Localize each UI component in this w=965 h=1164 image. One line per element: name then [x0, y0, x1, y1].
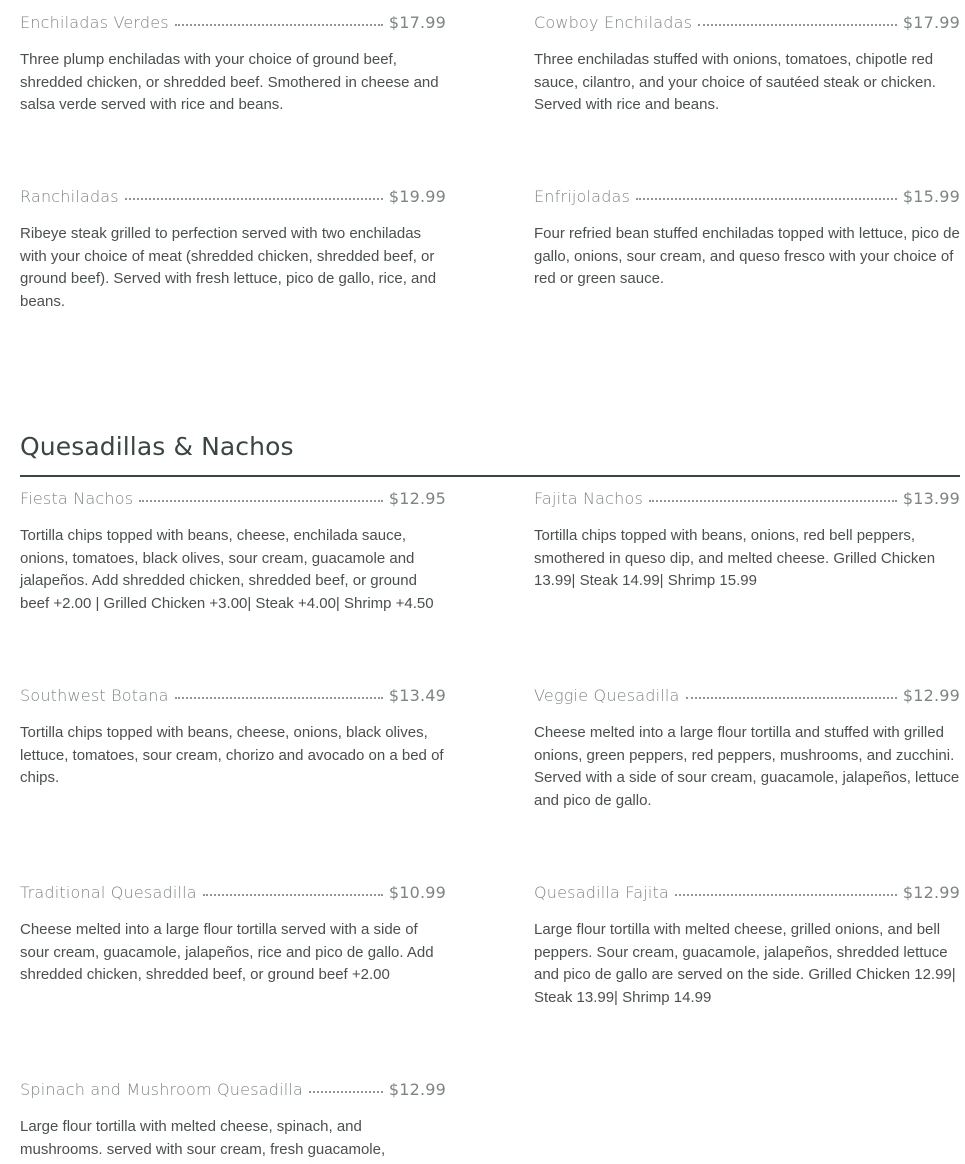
menu-item-description: Four refried bean stuffed enchiladas topped with lettuce, pico de gallo, onions, sour cream, and queso fresco with your choice of red or green sauce. [534, 225, 960, 288]
menu-item [20, 476, 446, 673]
menu-item-name: Cowboy Enchiladas [534, 13, 693, 32]
menu-item-price: $13.49 [388, 686, 446, 705]
menu-item-price: $12.99 [388, 1080, 446, 1099]
menu-item-header [534, 187, 960, 211]
menu-item-name: Enfrijoladas [534, 187, 631, 206]
dot-leader [125, 186, 383, 200]
section-header [20, 432, 960, 467]
menu-item-name: Enchiladas Verdes [20, 13, 169, 32]
menu-item-price: $12.99 [902, 883, 960, 902]
dot-leader [139, 488, 383, 502]
dot-leader [686, 685, 897, 699]
menu-item-header [20, 1080, 446, 1104]
menu-item-price: $13.99 [902, 489, 960, 508]
menu-item-name: Traditional Quesadilla [20, 883, 197, 902]
menu-item-price: $15.99 [902, 187, 960, 206]
menu-item [20, 0, 446, 174]
menu-row [20, 870, 960, 1067]
menu-item-price: $17.99 [388, 13, 446, 32]
menu-item-name: Ranchiladas [20, 187, 119, 206]
dot-leader [636, 186, 897, 200]
menu-item-header [534, 489, 960, 513]
menu-item-header [534, 883, 960, 907]
menu-row [20, 476, 960, 673]
menu-item-description: Tortilla chips topped with beans, onions, red bell peppers, smothered in queso dip, and melted cheese. Grilled Chicken 13.99| Steak 14.99| Shrimp 15.99 [534, 527, 936, 590]
dot-leader [698, 12, 897, 26]
menu-row [20, 0, 960, 174]
menu-item-price: $19.99 [388, 187, 446, 206]
section-title: Quesadillas & Nachos [20, 432, 294, 461]
menu-item [534, 174, 960, 432]
menu-item-description: Cheese melted into a large flour tortilla served with a side of sour cream, guacamole, jalapeños, rice and pico de gallo. Add shredded chicken, shredded beef, or ground beef +2.00 [20, 921, 434, 984]
dot-leader [675, 882, 897, 896]
dot-leader [649, 488, 897, 502]
menu-item-header [20, 686, 446, 710]
menu-item-description: Cheese melted into a large flour tortilla and stuffed with grilled onions, green peppers, red peppers, mushrooms, and zucchini. Served with a side of sour cream, guacamole, jalapeños, lettuce and pico de gallo. [534, 724, 960, 809]
menu-row [20, 673, 960, 870]
menu-item-description: Ribeye steak grilled to perfection served with two enchiladas with your choice of meat (shredded chicken, shredded beef, or ground beef). Served with fresh lettuce, pico de gallo, rice, and beans. [20, 225, 437, 310]
dot-leader [175, 12, 383, 26]
menu-item-name: Fajita Nachos [534, 489, 644, 508]
menu-item-description: Large flour tortilla with melted cheese, grilled onions, and bell peppers. Sour cream, guacamole, jalapeños, shredded lettuce and pico de gallo are served on the side. Grilled Chicken 12.99| Steak 13.99| Shrimp 14.99 [534, 921, 956, 1006]
menu-item-price: $12.95 [388, 489, 446, 508]
menu-item-name: Spinach and Mushroom Quesadilla [20, 1080, 304, 1099]
menu-item-header [534, 686, 960, 710]
menu-item-name: Veggie Quesadilla [534, 686, 680, 705]
menu-item-header [534, 13, 960, 37]
menu-item [534, 0, 960, 174]
dot-leader [175, 685, 383, 699]
menu-item-description: Tortilla chips topped with beans, cheese, enchilada sauce, onions, tomatoes, black olives, sour cream, guacamole and jalapeños. Add shredded chicken, shredded beef, or ground beef +2.00 | Grilled Chicken +3.00| Steak +4.00| Shrimp +4.50 [20, 527, 434, 612]
menu-item [534, 673, 960, 870]
menu-item [534, 870, 960, 1067]
menu-item [20, 673, 446, 870]
menu-item [20, 174, 446, 432]
menu-page [20, 0, 960, 1161]
menu-item-header [20, 883, 446, 907]
menu-item-name: Southwest Botana [20, 686, 169, 705]
menu-item-description: Tortilla chips topped with beans, cheese, onions, black olives, lettuce, tomatoes, sour cream, chorizo and avocado on a bed of chips. [20, 724, 444, 787]
menu-item [20, 1067, 446, 1161]
dot-leader [309, 1079, 383, 1093]
menu-item-description: Large flour tortilla with melted cheese, spinach, and mushrooms. served with sour cream, fresh guacamole, [20, 1118, 386, 1158]
menu-item-name: Fiesta Nachos [20, 489, 134, 508]
menu-item-description: Three plump enchiladas with your choice of ground beef, shredded chicken, or shredded beef. Smothered in cheese and salsa verde served with rice and beans. [20, 51, 439, 114]
menu-item-description: Three enchiladas stuffed with onions, tomatoes, chipotle red sauce, cilantro, and your choice of sautéed steak or chicken. Served with rice and beans. [534, 51, 936, 114]
menu-item-header [20, 13, 446, 37]
menu-item [20, 870, 446, 1067]
menu-item-name: Quesadilla Fajita [534, 883, 670, 902]
menu-row [20, 1067, 960, 1161]
dot-leader [203, 882, 383, 896]
menu-item [534, 476, 960, 673]
menu-item-price: $12.99 [902, 686, 960, 705]
menu-row [20, 174, 960, 432]
menu-item-header [20, 187, 446, 211]
menu-item-price: $10.99 [388, 883, 446, 902]
menu-item-header [20, 489, 446, 513]
menu-item-price: $17.99 [902, 13, 960, 32]
